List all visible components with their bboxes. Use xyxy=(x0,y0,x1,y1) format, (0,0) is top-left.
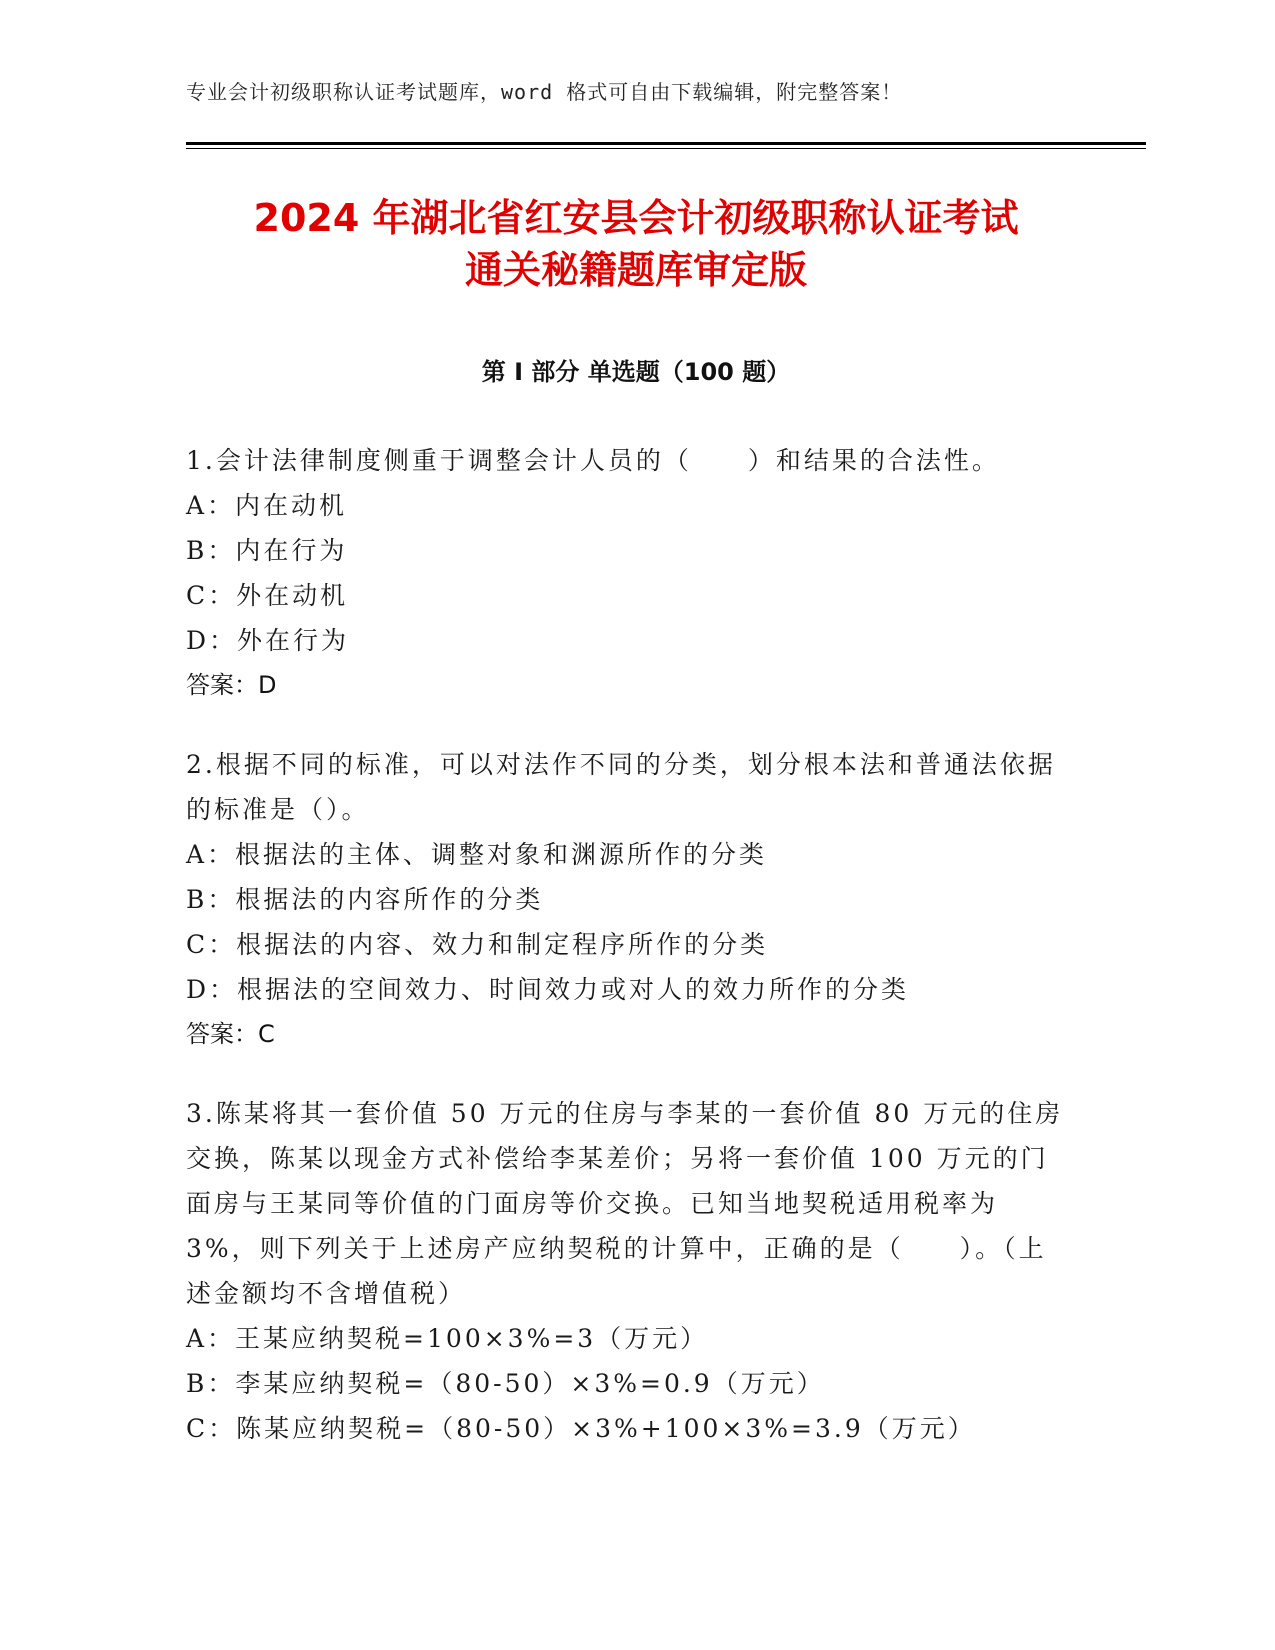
document-title-line-2: 通关秘籍题库审定版 xyxy=(464,248,807,292)
option-c: C：陈某应纳契税=（80-50）×3%+100×3%=3.9（万元） xyxy=(186,1414,976,1443)
option-a: A：内在动机 xyxy=(186,491,348,520)
question-stem: 1.会计法律制度侧重于调整会计人员的（ ）和结果的合法性。 xyxy=(186,446,1000,475)
answer: 答案：D xyxy=(186,671,277,699)
option-d: D：根据法的空间效力、时间效力或对人的效力所作的分类 xyxy=(186,975,910,1004)
option-a: A：王某应纳契税=100×3%=3（万元） xyxy=(186,1324,709,1353)
question-3 xyxy=(186,1091,1066,1451)
option-c: C：外在动机 xyxy=(186,581,349,610)
option-c: C：根据法的内容、效力和制定程序所作的分类 xyxy=(186,930,769,959)
document-title xyxy=(186,192,1086,296)
question-stem: 3.陈某将其一套价值 50 万元的住房与李某的一套价值 80 万元的住房交换，陈某以现金方式补偿给李某差价；另将一套价值 100 万元的门面房与王某同等价值的门面房等价交换。已知当地契税适用税率为 3%，则下列关于上述房产应纳契税的计算中，正确的是（ ）。（上述金额均不含增值税） xyxy=(186,1099,1064,1308)
header-rule-thick xyxy=(186,142,1146,145)
option-b: B：李某应纳契税=（80-50）×3%=0.9（万元） xyxy=(186,1369,825,1398)
question-2 xyxy=(186,742,1066,1057)
option-b: B：内在行为 xyxy=(186,536,348,565)
question-1 xyxy=(186,438,1066,708)
option-d: D：外在行为 xyxy=(186,626,350,655)
question-stem: 2.根据不同的标准，可以对法作不同的分类，划分根本法和普通法依据的标准是（）。 xyxy=(186,750,1056,824)
header-note: 专业会计初级职称认证考试题库，word 格式可自由下载编辑，附完整答案！ xyxy=(186,80,903,104)
question-list xyxy=(186,438,1066,1485)
document-title-line-1: 2024 年湖北省红安县会计初级职称认证考试 xyxy=(253,196,1019,240)
option-a: A：根据法的主体、调整对象和渊源所作的分类 xyxy=(186,840,768,869)
section-title: 第 I 部分 单选题（100 题） xyxy=(481,358,791,386)
option-b: B：根据法的内容所作的分类 xyxy=(186,885,544,914)
answer: 答案：C xyxy=(186,1020,275,1048)
header-rule-thin xyxy=(186,148,1146,149)
